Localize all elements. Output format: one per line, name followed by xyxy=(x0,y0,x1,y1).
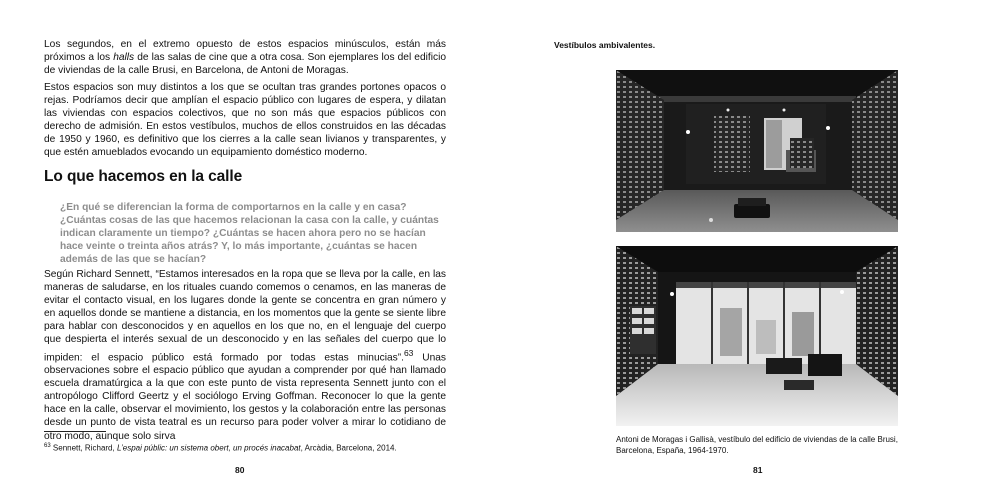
pull-quote: ¿En qué se diferencian la forma de comportarnos en la calle y en casa? ¿Cuántas cosas de las que hacemos relacionan la casa con la calle, y cuántas indican claramente un tiempo? ¿Cuántas se hacen ahora pero no se hacían hace veinte o treinta años atrás? Y, lo más importante, ¿cuántas se hacen además de las que se hacían? xyxy=(60,202,439,266)
footnote xyxy=(44,441,464,454)
paragraph-3-end: Unas observaciones sobre el espacio público que ayudan a comprender por qué han llamado escuela dramatúrgica a la que con este punto de vista representa Sennett junto con el antropólogo Clifford Geertz y el sociólogo Erving Goffman. Reconocer lo que la gente hace en la calle, observar el movimiento, los gestos y la colaboración entre las personas desde un punto de vista teatral es un recurso para poder volver a mirar lo cotidiano de otro modo, aunque solo sirva xyxy=(44,351,446,442)
footnote-number: 63 xyxy=(44,443,51,449)
section-heading: Lo que hacemos en la calle xyxy=(44,168,243,185)
paragraph-3-start: Según Richard Sennett, “Estamos interesados en la ropa que se lleva por la calle, en las maneras de saludarse, en los rituales cuando comemos o cenamos, en las maneras de evitar el contacto visual, en los lugares donde la gente se concentra en gran número y en aquellos donde se mantiene a distancia, en los momentos que la gente se siente libre para hablar con desconocidos y en aquellos en los que no, en el lenguaje del cuerpo que despierta el interés sexual de un desconocido y en las señales del cuerpo que lo impiden: el espacio público está formado por todas estas minucias”. xyxy=(44,269,446,363)
vestibule-photo-upper xyxy=(616,70,898,232)
footnote-author: Sennett, Richard, xyxy=(50,443,117,453)
footnote-divider xyxy=(44,431,106,432)
paragraph-1-end: de las salas de cine que a otra cosa. Son ejemplares los del edificio de viviendas de la calle Brusi, en Barcelona, de Antoni de Moragas. xyxy=(44,52,446,77)
photo-caption: Antoni de Moragas i Gallisà, vestíbulo del edificio de viviendas de la calle Brusi, Barcelona, España, 1964-1970. xyxy=(616,435,898,455)
paragraph-2: Estos espacios son muy distintos a los que se ocultan tras grandes portones opacos o rejas. Podríamos decir que amplían el espacio público con lugares de espera, y dilatan las viviendas con espacios colectivos, que no son más que espacios públicos con derecho de admisión. En estos vestíbulos, muchos de ellos construidos en las décadas de 1950 y 1960, es definitivo que los cierres a la calle sean livianos y transparentes, y que estén amueblados evocando un equipamiento doméstico moderno. xyxy=(44,82,446,159)
paragraph-1-emphasis: halls xyxy=(113,52,135,64)
paragraph-3 xyxy=(44,268,446,443)
paragraph-1-start: Los segundos, en el extremo opuesto de estos espacios minúsculos, están más próximos a los xyxy=(44,39,446,64)
page-number-right: 81 xyxy=(753,465,763,475)
section-title: Vestíbulos ambivalentes. xyxy=(554,40,656,50)
footnote-reference: 63 xyxy=(403,347,414,358)
right-page xyxy=(500,0,1000,500)
page-number-left: 80 xyxy=(235,465,245,475)
vestibule-photo-lower xyxy=(616,246,898,426)
footnote-title: L’espai públic: un sistema obert, un procés inacabat xyxy=(116,443,301,453)
footnote-publisher: , Arcàdia, Barcelona, 2014. xyxy=(300,443,397,453)
paragraph-1 xyxy=(44,38,446,77)
